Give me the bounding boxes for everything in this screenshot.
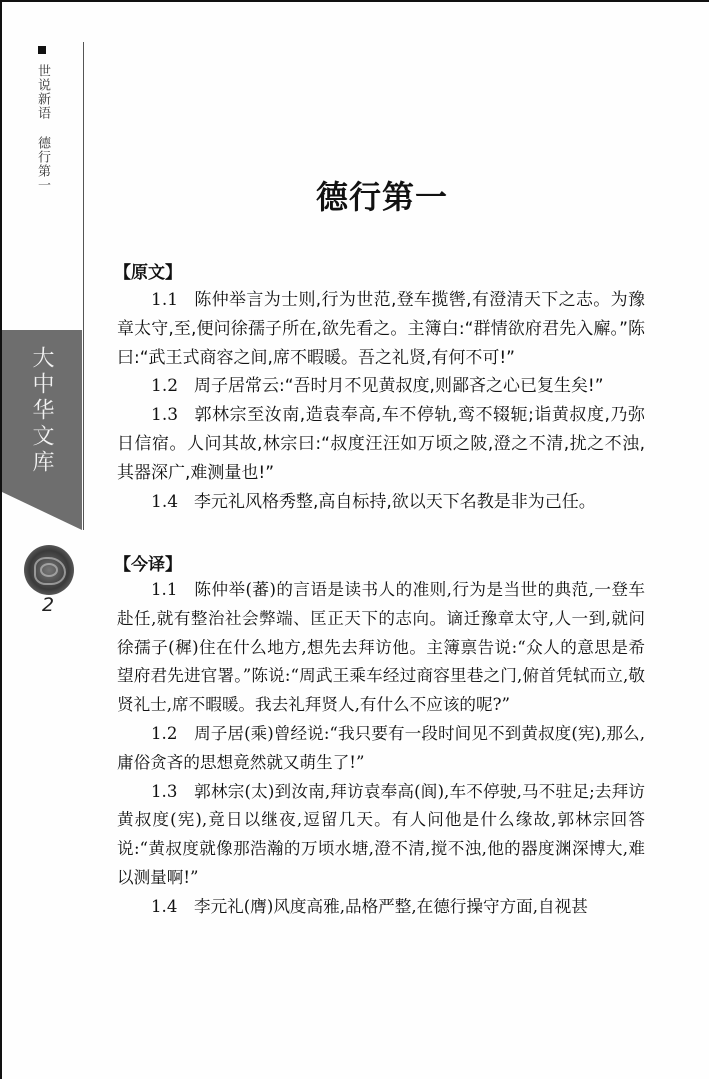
original-paragraph: [117, 401, 645, 487]
translation-paragraph: [117, 893, 645, 922]
paragraph-text: 陈仲举(蕃)的言语是读书人的准则,行为是当世的典范,一登车赴任,就有整治社会弊端、匡正天下的志向。谪迁豫章太守,人一到,就问徐孺子(穉)住在什么地方,想先去拜访他。主簿禀告说:“众人的意思是希望府君先进官署。”陈说:“周武王乘车经过商容里巷之门,俯首凭轼而立,敬贤礼士,席不暇暖。我去礼拜贤人,有什么不应该的呢?”: [117, 580, 645, 715]
margin-rule: [83, 42, 84, 530]
paragraph-text: 周子居常云:“吾时月不见黄叔度,则鄙吝之心已复生矣!”: [194, 376, 604, 397]
translation-heading: 【今译】: [114, 555, 182, 575]
original-heading: 【原文】: [114, 263, 182, 283]
paragraph-text: 陈仲举言为士则,行为世范,登车揽辔,有澄清天下之志。为豫章太守,至,便问徐孺子所在,欲先看之。主簿白:“群情欲府君先入廨。”陈曰:“武王式商容之间,席不暇暖。吾之礼贤,有何不可!”: [117, 290, 645, 368]
translation-paragraph: [117, 778, 645, 893]
page-number: 2: [42, 594, 55, 616]
square-bullet-icon: [38, 46, 46, 54]
paragraph-number: 1.1: [151, 290, 179, 310]
translation-text: [117, 576, 645, 922]
original-text: [117, 286, 645, 516]
translation-paragraph: [117, 576, 645, 720]
paragraph-number: 1.2: [151, 723, 178, 743]
paragraph-number: 1.3: [151, 405, 179, 426]
running-head: [32, 46, 52, 192]
paragraph-text: 李元礼风格秀整,高自标持,欲以天下名教是非为己任。: [194, 491, 596, 512]
paragraph-number: 1.4: [151, 896, 178, 916]
paragraph-number: 1.3: [151, 781, 178, 801]
paragraph-text: 郭林宗(太)到汝南,拜访袁奉高(阆),车不停驶,马不驻足;去拜访黄叔度(宪),竟日以继夜,逗留几天。有人问他是什么缘故,郭林宗回答说:“黄叔度就像那浩瀚的万顷水塘,澄不清,搅不浊,他的器度渊深博大,难以测量啊!”: [117, 781, 645, 887]
dragon-medallion-icon: [24, 545, 74, 595]
running-head-chapter: 德行第一: [35, 136, 50, 192]
paragraph-text: 李元礼(膺)风度高雅,品格严整,在德行操守方面,自视甚: [194, 896, 588, 916]
paragraph-text: 周子居(乘)曾经说:“我只要有一段时间见不到黄叔度(宪),那么,庸俗贪吝的思想竟然就又萌生了!”: [117, 723, 645, 772]
series-banner-title: 大中华文库: [29, 346, 54, 476]
running-head-book: 世说新语: [35, 64, 50, 120]
original-paragraph: [117, 488, 645, 517]
original-paragraph: [117, 286, 645, 372]
paragraph-number: 1.2: [151, 376, 179, 397]
chapter-title: 德行第一: [315, 178, 448, 216]
paragraph-number: 1.4: [151, 491, 179, 512]
translation-paragraph: [117, 720, 645, 778]
paragraph-number: 1.1: [151, 580, 178, 599]
original-paragraph: [117, 372, 645, 401]
paragraph-text: 郭林宗至汝南,造袁奉高,车不停轨,鸾不辍轭;诣黄叔度,乃弥日信宿。人问其故,林宗曰:“叔度汪汪如万顷之陂,澄之不清,扰之不浊,其器深广,难测量也!”: [117, 405, 645, 483]
